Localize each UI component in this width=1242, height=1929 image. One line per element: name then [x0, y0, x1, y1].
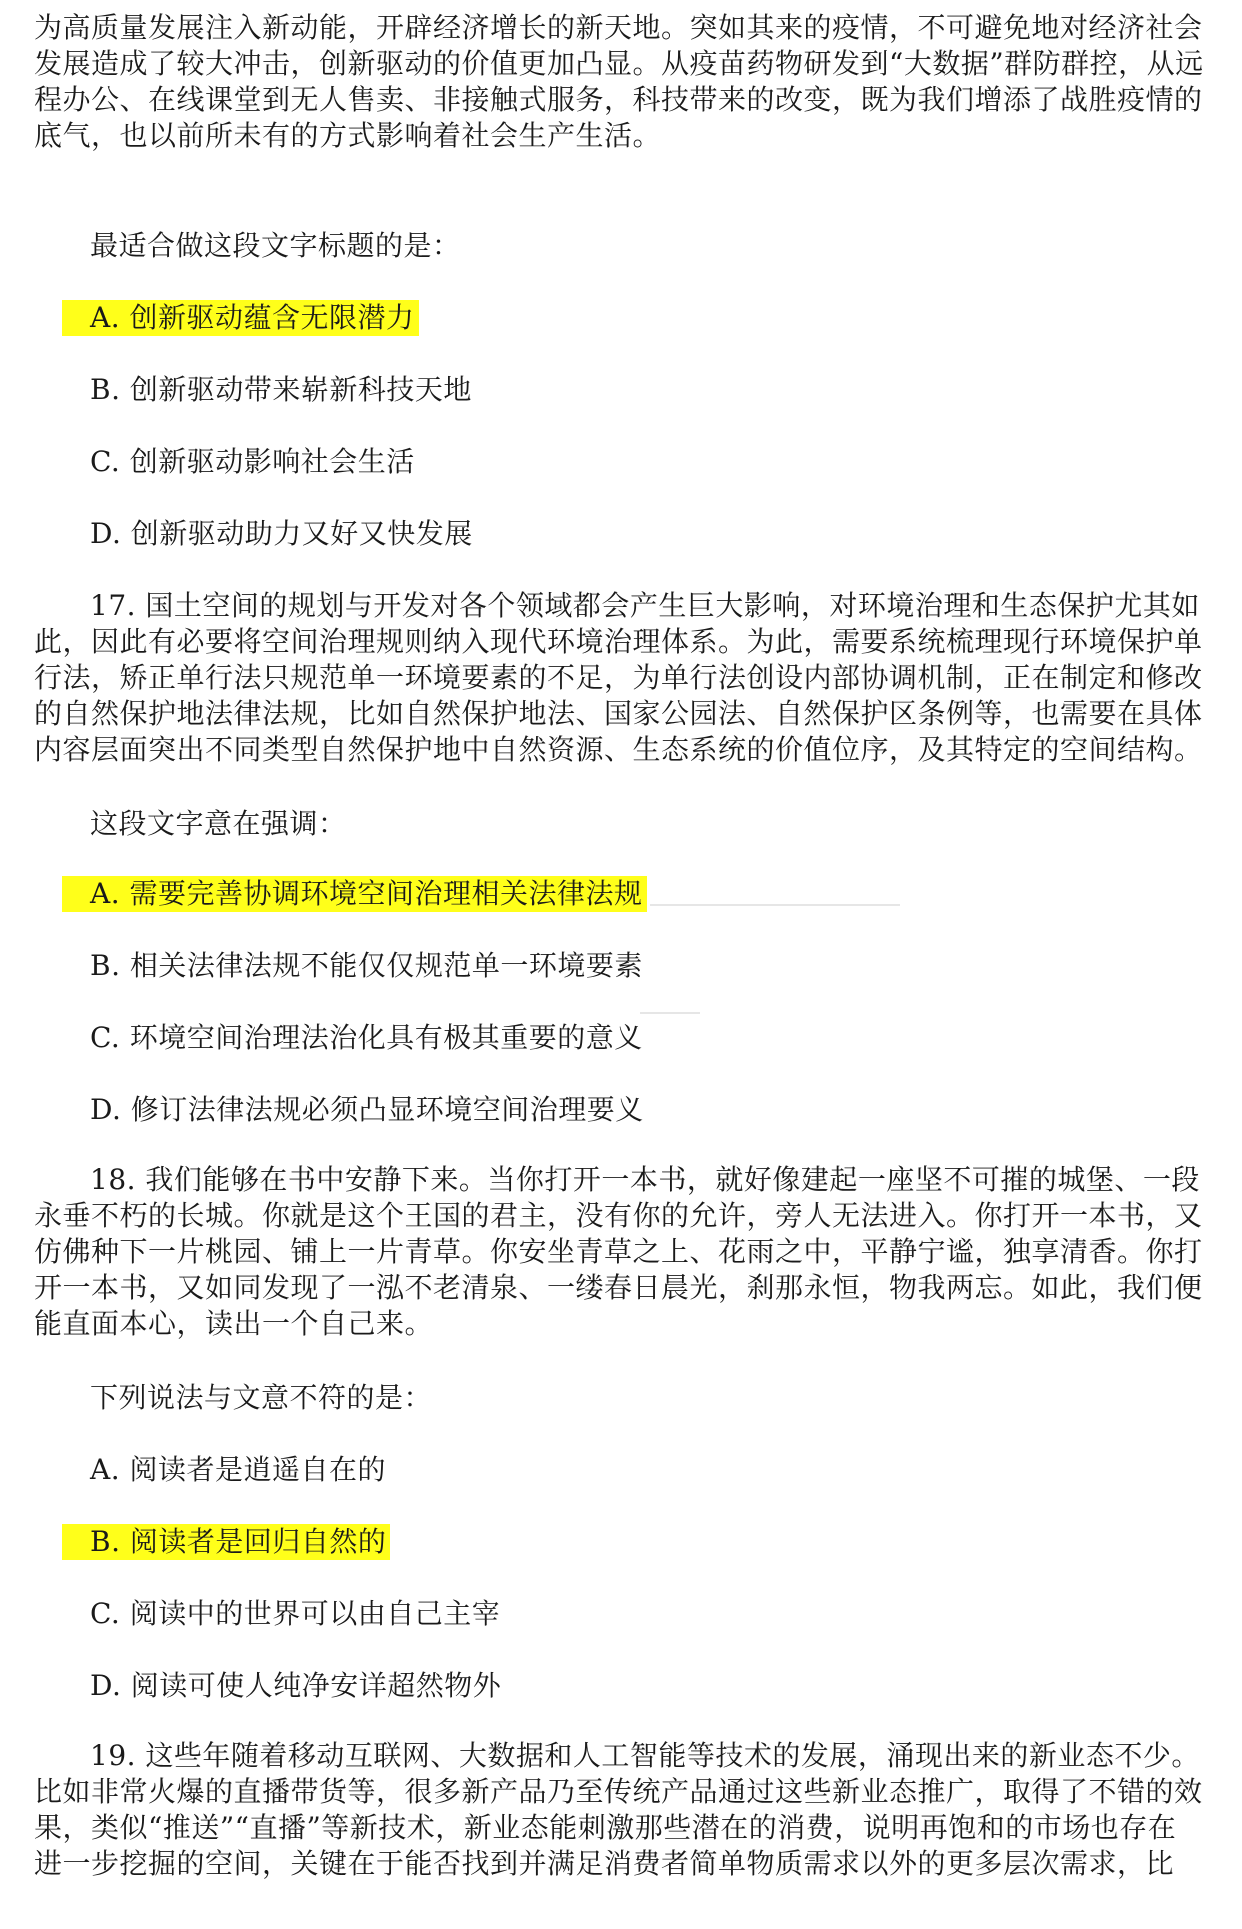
q18-option-d[interactable]: [62, 1668, 505, 1704]
faint-mark: [650, 904, 900, 906]
q17-option-a-text: A. 需要完善协调环境空间治理相关法律法规: [62, 876, 647, 912]
q18-option-b[interactable]: [62, 1524, 390, 1560]
q17-option-d[interactable]: [62, 1092, 648, 1128]
q16-option-d-text: D. 创新驱动助力又好又快发展: [90, 517, 473, 550]
question-16-stem: 最适合做这段文字标题的是：: [90, 229, 461, 262]
q16-option-d[interactable]: [62, 516, 477, 552]
q18-option-b-text: B. 阅读者是回归自然的: [62, 1524, 390, 1560]
q16-option-a[interactable]: [62, 300, 419, 336]
q16-option-b-text: B. 创新驱动带来崭新科技天地: [90, 373, 472, 406]
q18-option-a-text: A. 阅读者是逍遥自在的: [90, 1453, 387, 1486]
question-18-passage: 18. 我们能够在书中安静下来。当你打开一本书，就好像建起一座坚不可摧的城堡、一段永垂不朽的长城。你就是这个王国的君主，没有你的允许，旁人无法进入。你打开一本书，又仿佛种下一片桃园、铺上一片青草。你安坐青草之上、花雨之中，平静宁谧，独享清香。你打开一本书，又如同发现了一泓不老清泉、一缕春日晨光，刹那永恒，物我两忘。如此，我们便能直面本心，读出一个自己来。: [34, 1163, 1203, 1340]
q17-option-b-text: B. 相关法律法规不能仅仅规范单一环境要素: [90, 949, 643, 982]
question-18-stem: 下列说法与文意不符的是：: [90, 1381, 433, 1414]
q16-option-b[interactable]: [62, 372, 476, 408]
passage-16-tail: 为高质量发展注入新动能，开辟经济增长的新天地。突如其来的疫情，不可避免地对经济社会发展造成了较大冲击，创新驱动的价值更加凸显。从疫苗药物研发到“大数据”群防群控，从远程办公、在线课堂到无人售卖、非接触式服务，科技带来的改变，既为我们增添了战胜疫情的底气，也以前所未有的方式影响着社会生产生活。: [34, 11, 1204, 152]
q17-option-a[interactable]: [62, 876, 647, 912]
question-17-stem: 这段文字意在强调：: [90, 807, 347, 840]
q18-option-d-text: D. 阅读可使人纯净安详超然物外: [90, 1669, 502, 1702]
question-19-passage: 19. 这些年随着移动互联网、大数据和人工智能等技术的发展，涌现出来的新业态不少。比如非常火爆的直播带货等，很多新产品乃至传统产品通过这些新业态推广，取得了不错的效果，类似“推送”“直播”等新技术，新业态能刺激那些潜在的消费，说明再饱和的市场也存在进一步挖掘的空间，关键在于能否找到并满足消费者简单物质需求以外的更多层次需求，比: [34, 1739, 1203, 1880]
q16-option-c-text: C. 创新驱动影响社会生活: [90, 445, 415, 478]
faint-mark: [640, 1012, 700, 1014]
q18-option-c-text: C. 阅读中的世界可以由自己主宰: [90, 1597, 501, 1630]
q17-option-b[interactable]: [62, 948, 647, 984]
q18-option-a[interactable]: [62, 1452, 390, 1488]
q17-option-c[interactable]: [62, 1020, 647, 1056]
q17-option-d-text: D. 修订法律法规必须凸显环境空间治理要义: [90, 1093, 644, 1126]
q16-option-c[interactable]: [62, 444, 419, 480]
q17-option-c-text: C. 环境空间治理法治化具有极其重要的意义: [90, 1021, 643, 1054]
q18-option-c[interactable]: [62, 1596, 504, 1632]
q16-option-a-text: A. 创新驱动蕴含无限潜力: [62, 300, 419, 336]
question-17-passage: 17. 国土空间的规划与开发对各个领域都会产生巨大影响，对环境治理和生态保护尤其如此，因此有必要将空间治理规则纳入现代环境治理体系。为此，需要系统梳理现行环境保护单行法，矫正单行法只规范单一环境要素的不足，为单行法创设内部协调机制，正在制定和修改的自然保护地法律法规，比如自然保护地法、国家公园法、自然保护区条例等，也需要在具体内容层面突出不同类型自然保护地中自然资源、生态系统的价值位序，及其特定的空间结构。: [34, 589, 1203, 766]
